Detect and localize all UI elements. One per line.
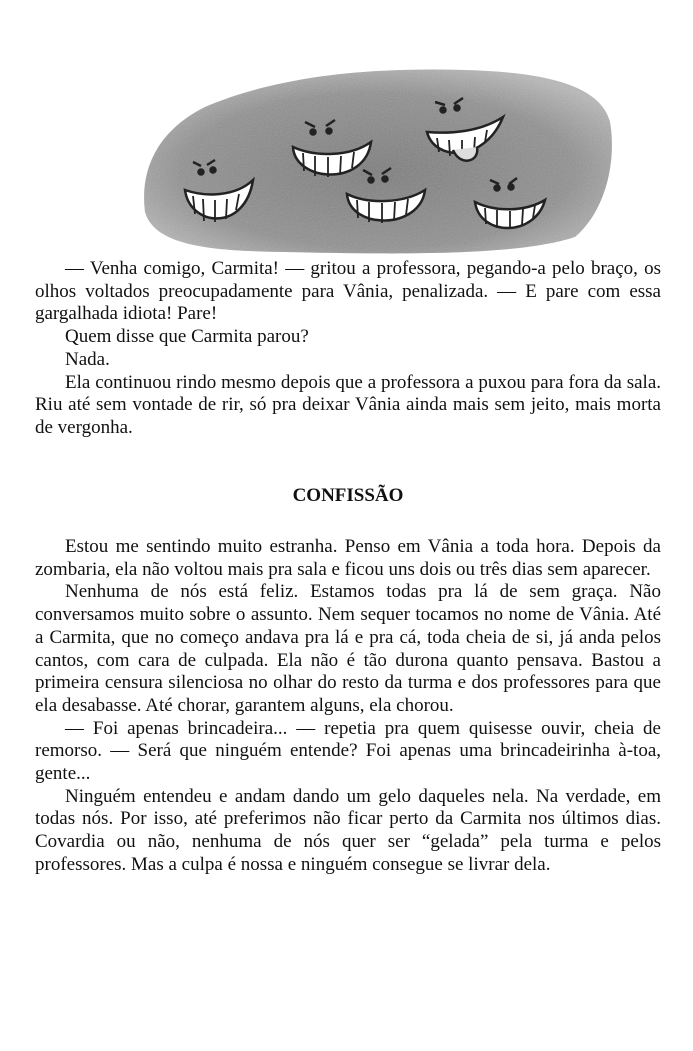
paragraph: Nada. [65,348,110,370]
section-heading: CONFISSÃO [292,485,404,506]
paragraph: Quem disse que Carmita parou? [65,326,309,348]
paragraph: Nenhuma de nós está feliz. Estamos todas pra lá de sem graça. Não conversamos muito sobre o assunto. Nem sequer tocamos no nome de Vânia. Até a Carmita, que no começo andava pra lá e pra cá, toda cheia de si, já anda pelos cantos, com cara de culpada. Ela não é tão durona quanto pensava. Bastou a primeira censura silenciosa no olhar do resto da turma e dos professores para que ela desabasse. Até chorar, garantem alguns, ela chorou. [35,581,661,716]
paragraph: — Foi apenas brincadeira... — repetia pra quem quisesse ouvir, cheia de remorso. — Será que ninguém entende? Foi apenas uma brincadeirinha à-toa, gente... [35,717,661,785]
paragraph: Estou me sentindo muito estranha. Penso em Vânia a toda hora. Depois da zombaria, ela não voltou mais pra sala e ficou uns dois ou três dias sem aparecer. [35,536,661,580]
section-2-text [35,536,661,877]
paragraph: Ninguém entendeu e andam dando um gelo daqueles nela. Na verdade, em todas nós. Por isso, até preferimos não ficar perto da Carmita nos últimos dias. Covardia ou não, nenhuma de nós quer ser “gelada” pela turma e pelos professores. Mas a culpa é nossa e ninguém consegue se livrar dela. [35,785,661,875]
section-1-text [35,258,661,440]
paragraph: Ela continuou rindo mesmo depois que a professora a puxou para fora da sala. Riu até sem vontade de rir, só pra deixar Vânia ainda mais sem jeito, mais morta de vergonha. [35,371,661,438]
laughing-faces-illustration [135,62,615,258]
paragraph: — Venha comigo, Carmita! — gritou a professora, pegando-a pelo braço, os olhos voltados preocupadamente para Vânia, penalizada. — E pare com essa gargalhada idiota! Pare! [35,258,661,325]
